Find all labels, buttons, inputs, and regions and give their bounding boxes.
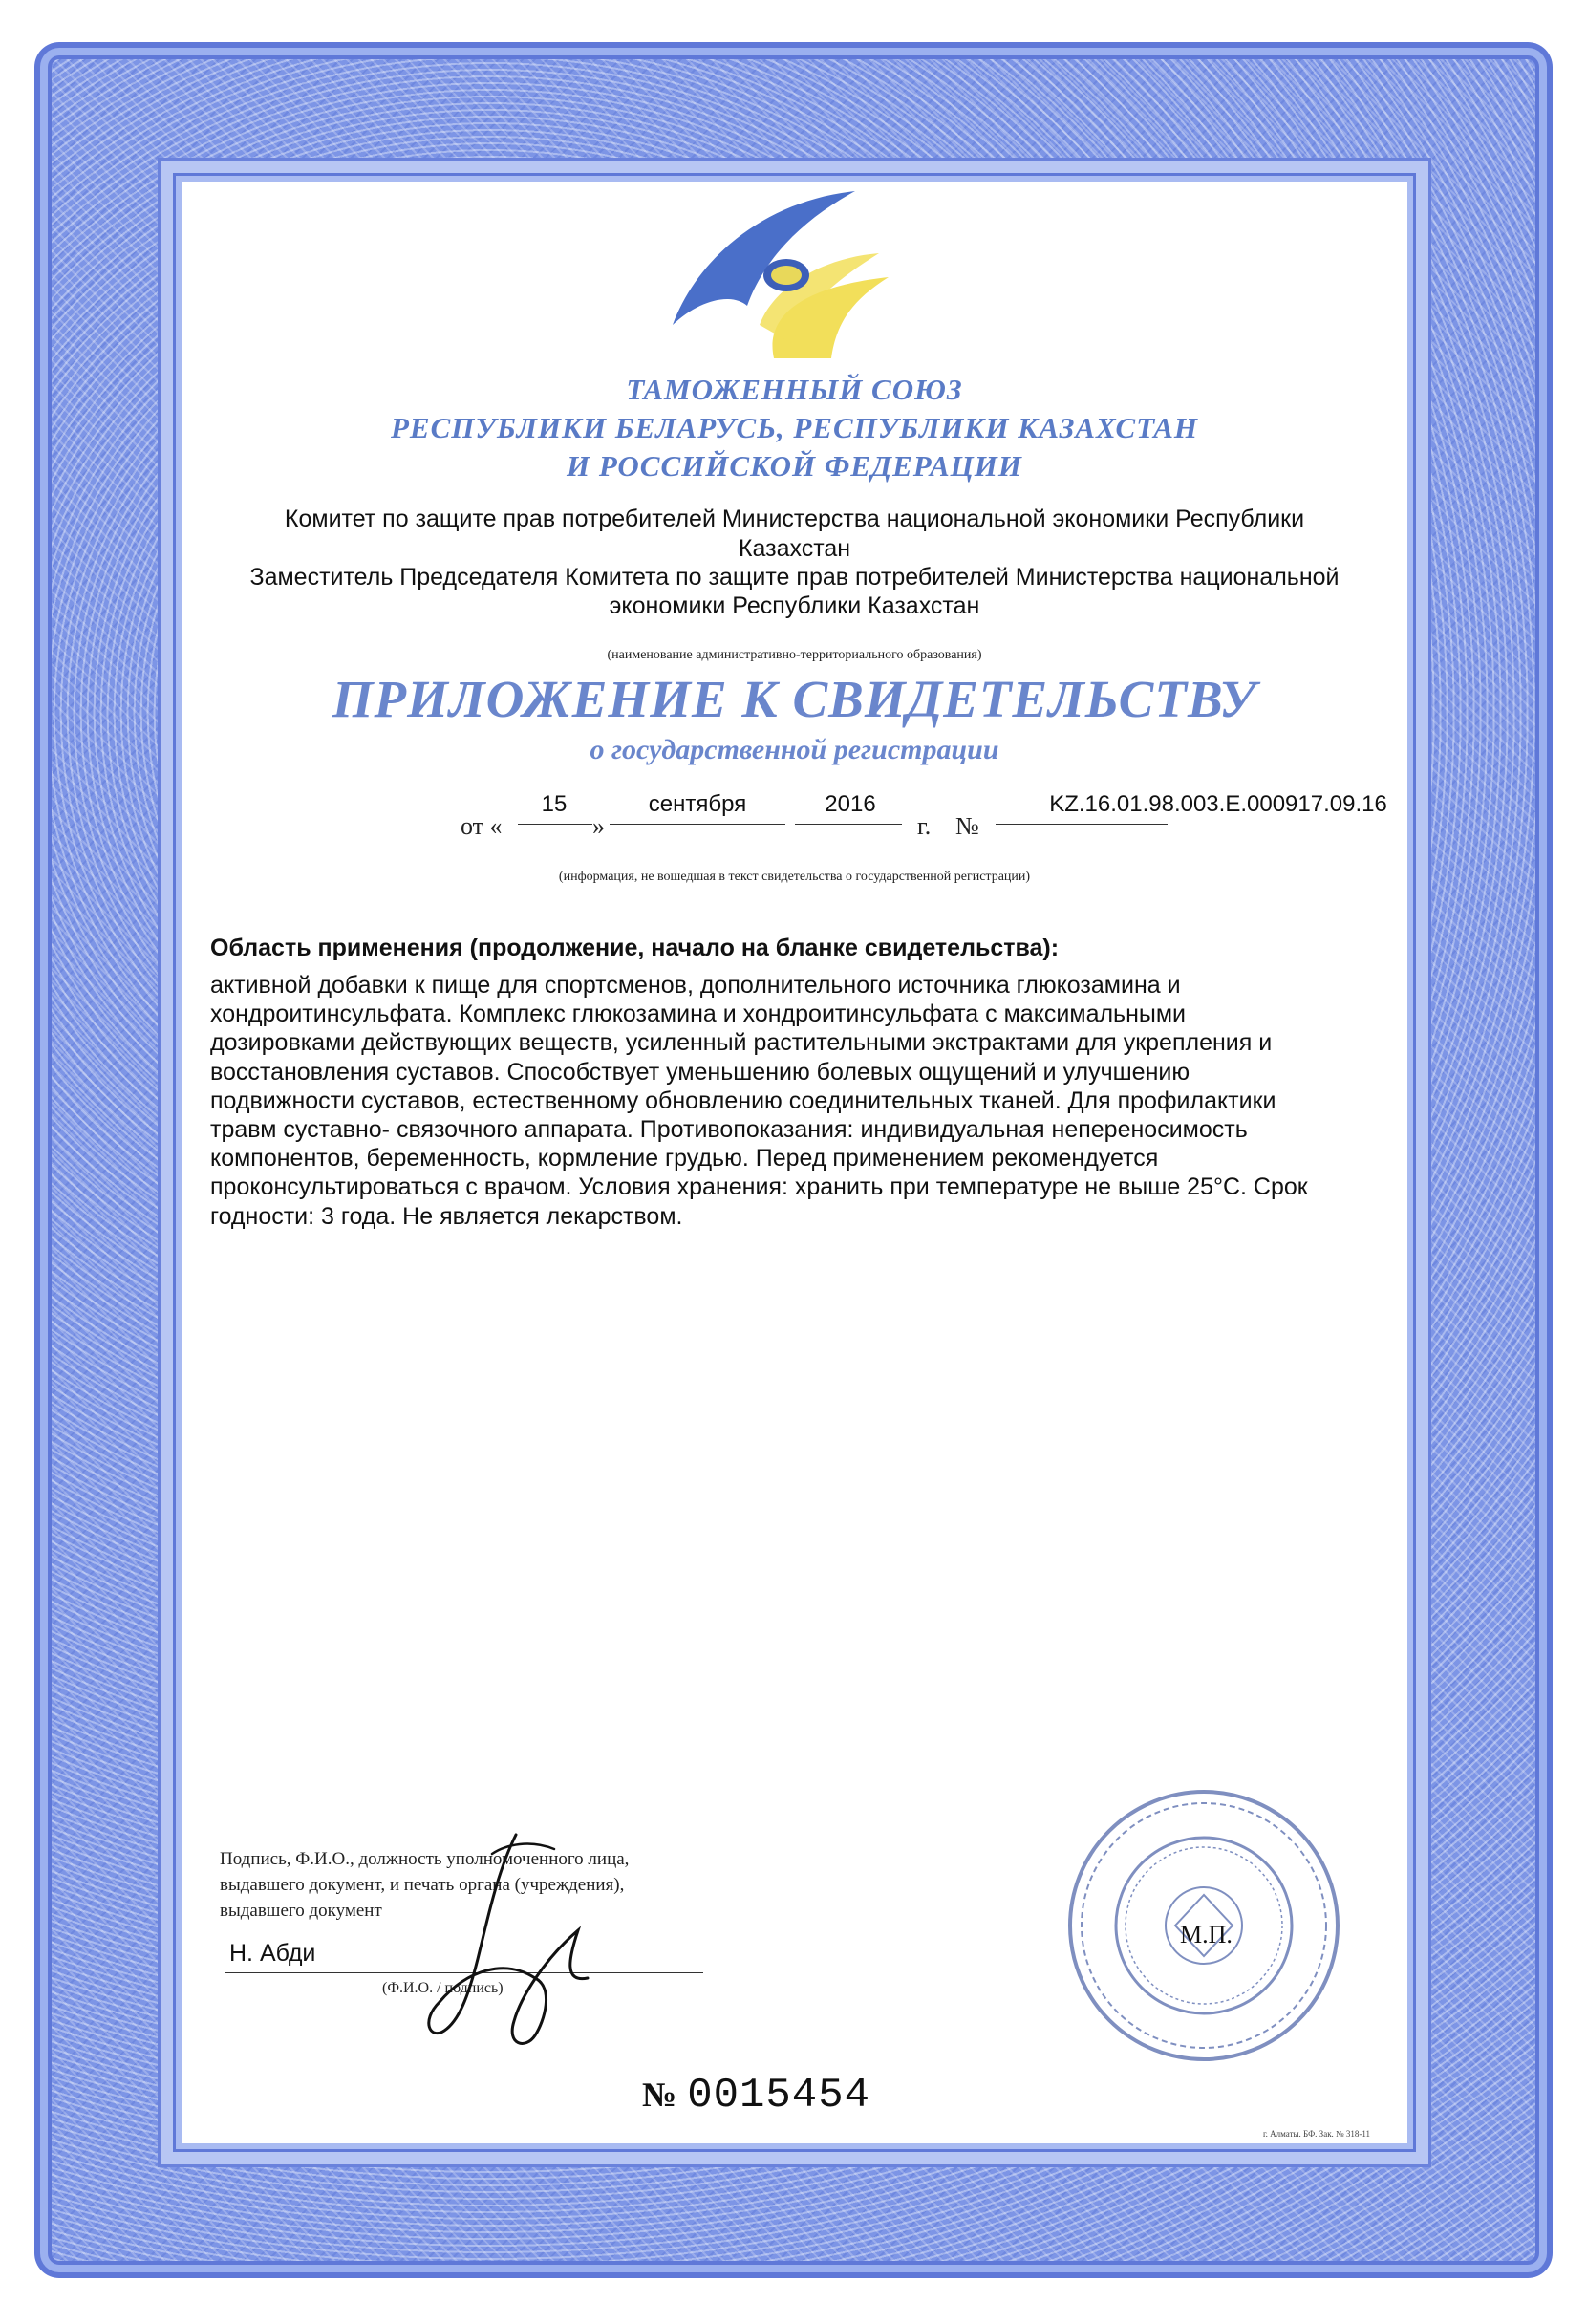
handwritten-signature-icon <box>401 1816 621 2055</box>
committee-line-1: Комитет по защите прав потребителей Министерства национальной экономики Республики <box>284 506 1305 532</box>
signer-name: Н. Абди <box>229 1940 316 1967</box>
scope-line: компонентов, беременность, кормление грудью. Перед применением рекомендуется <box>210 1145 1159 1173</box>
from-label: от « <box>461 812 503 840</box>
scope-line: активной добавки к пище для спортсменов, дополнительного источника глюкозамина и <box>210 972 1181 999</box>
scope-line: проконсультироваться с врачом. Условия хранения: хранить при температуре не выше 25°С. Срок <box>210 1173 1308 1201</box>
scope-text <box>210 971 1433 1231</box>
scope-line: хондроитинсульфата. Комплекс глюкозамина и хондроитинсульфата с максимальными <box>210 1001 1187 1028</box>
date-year: 2016 <box>825 791 876 817</box>
year-suffix: г. <box>917 812 932 840</box>
eurasian-union-logo-icon <box>659 182 889 363</box>
close-quote: » <box>592 812 605 840</box>
scope-line: подвижности суставов, естественному обновлению соединительных тканей. Для профилактики <box>210 1087 1276 1114</box>
committee-line-4: экономики Республики Казахстан <box>609 592 980 619</box>
scope-line: травм суставно- связочного аппарата. Противопоказания: индивидуальная непереносимость <box>210 1116 1248 1144</box>
info-note: (информация, не вошедшая в текст свидетельства о государственной регистрации) <box>558 870 1031 884</box>
page-title: ПРИЛОЖЕНИЕ К СВИДЕТЕЛЬСТВУ <box>332 670 1257 728</box>
admin-note: (наименование административно-территориального образования) <box>607 648 982 662</box>
scope-heading: Область применения (продолжение, начало на бланке свидетельства): <box>210 935 1060 961</box>
union-title-line-2: РЕСПУБЛИКИ БЕЛАРУСЬ, РЕСПУБЛИКИ КАЗАХСТАН <box>390 411 1198 444</box>
signer-caption: (Ф.И.О. / подпись) <box>382 1980 504 1996</box>
scope-line: восстановления суставов. Способствует уменьшению болевых ощущений и улучшению <box>210 1058 1190 1086</box>
scope-line: годности: 3 года. Не является лекарством. <box>210 1202 683 1230</box>
committee-line-3: Заместитель Председателя Комитета по защите прав потребителей Министерства национальной <box>249 564 1340 591</box>
union-title-line-3: И РОССИЙСКОЙ ФЕДЕРАЦИИ <box>567 449 1022 483</box>
scope-line: дозировками действующих веществ, усиленный растительными экстрактами для укрепления и <box>210 1029 1273 1057</box>
date-month: сентября <box>648 791 747 817</box>
seal-label: М.П. <box>1180 1921 1233 1948</box>
union-title-line-1: ТАМОЖЕННЫЙ СОЮЗ <box>626 373 963 406</box>
serial-prefix: № <box>642 2076 678 2114</box>
date-row <box>449 789 1462 840</box>
committee-line-2: Казахстан <box>738 535 851 562</box>
signature-block-label: Подпись, Ф.И.О., должность уполномоченного лица, выдавшего документ, и печать органа (учреждения), выдавшего документ <box>220 1849 630 1921</box>
date-day: 15 <box>541 791 568 817</box>
serial-value: 0015454 <box>687 2072 871 2120</box>
page-subtitle: о государственной регистрации <box>590 734 999 765</box>
number-label: № <box>955 812 979 840</box>
serial-number <box>642 2072 870 2120</box>
registration-number: KZ.16.01.98.003.Е.000917.09.16 <box>1049 791 1387 817</box>
print-info: г. Алматы. БФ. Зак. № 318-11 <box>1263 2129 1371 2139</box>
